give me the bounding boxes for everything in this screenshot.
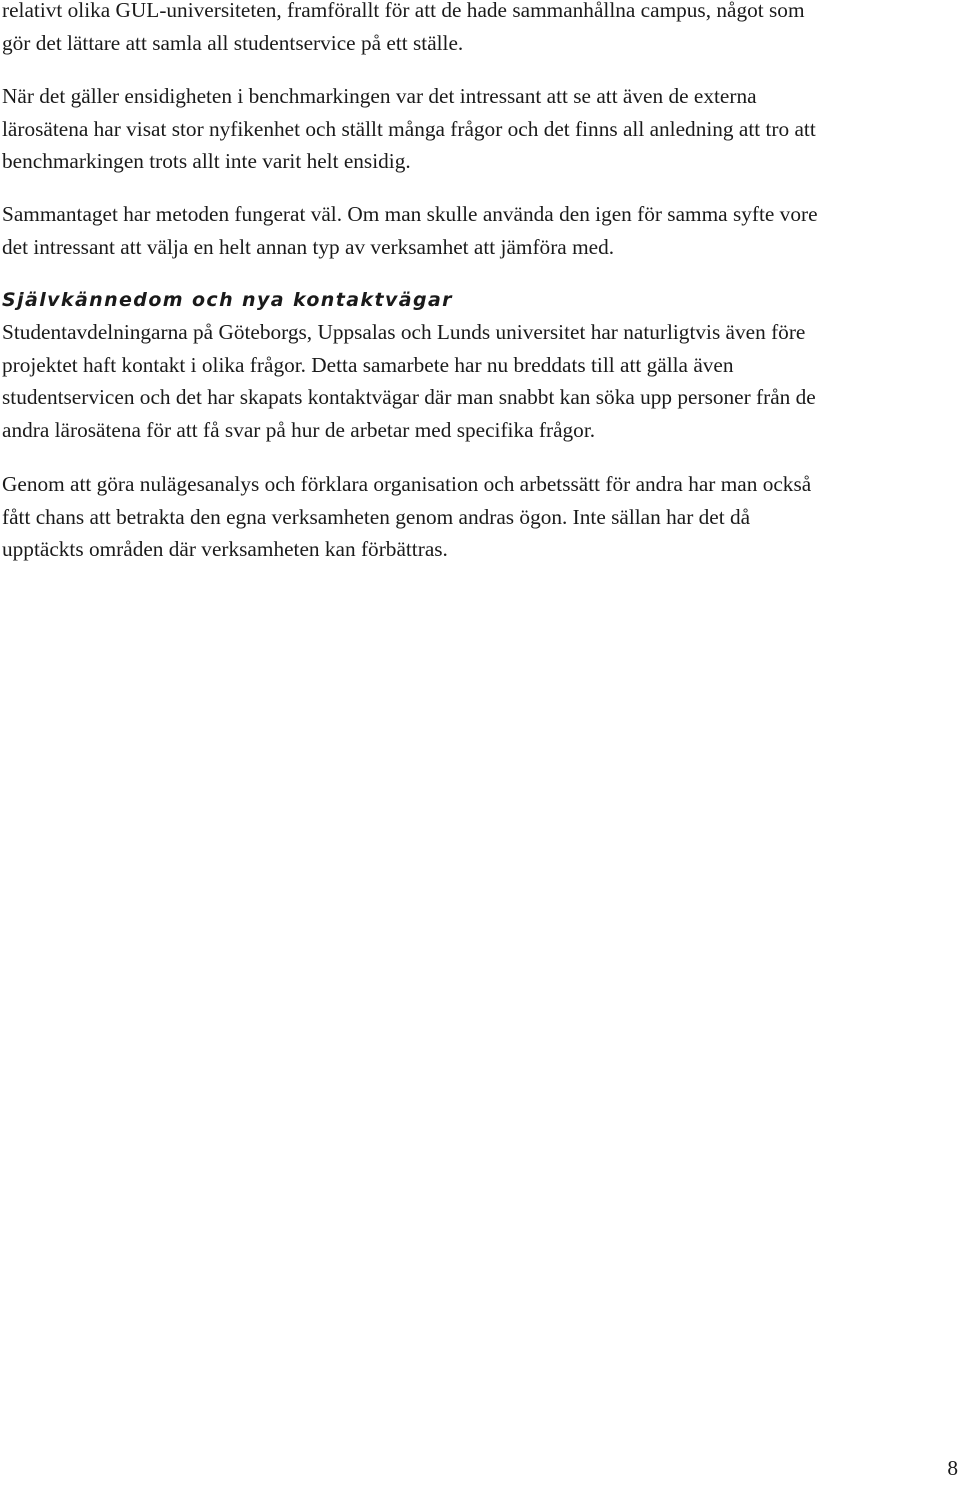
text-line: Studentavdelningarna på Göteborgs, Uppsalas och Lunds universitet har naturligtvis även före xyxy=(2,320,806,344)
text-line: lärosätena har visat stor nyfikenhet och ställt många frågor och det finns all anledning att tro att xyxy=(2,116,816,141)
paragraph-benchmarking xyxy=(2,80,816,178)
intro-paragraph xyxy=(2,0,805,59)
paragraph-student-departments xyxy=(2,316,816,446)
text-line: andra lärosätena för att få svar på hur de arbetar med specifika frågor. xyxy=(2,417,596,442)
paragraph-summary xyxy=(2,198,818,263)
text-line: fått chans att betrakta den egna verksamheten genom andras ögon. Inte sällan har det då xyxy=(2,504,751,529)
text-line: benchmarkingen trots allt inte varit helt ensidig. xyxy=(2,149,411,173)
text-line: projektet haft kontakt i olika frågor. Detta samarbete har nu breddats till att gälla även xyxy=(2,352,734,377)
text-line: gör det lättare att samla all studentservice på ett ställe. xyxy=(2,30,464,55)
text-line: Sammantaget har metoden fungerat väl. Om man skulle använda den igen för samma syfte vore xyxy=(2,202,818,226)
text-line: När det gäller ensidigheten i benchmarkingen var det intressant att se att även de externa xyxy=(2,84,757,108)
text-line: upptäckts områden där verksamheten kan förbättras. xyxy=(2,537,448,561)
text-line: studentservicen och det har skapats kontaktvägar där man snabbt kan söka upp personer från de xyxy=(2,385,816,409)
text-line: det intressant att välja en helt annan typ av verksamhet att jämföra med. xyxy=(2,234,615,259)
paragraph-self-knowledge xyxy=(2,468,811,566)
page-number: 8 xyxy=(947,1456,958,1480)
section-heading-block xyxy=(2,284,453,316)
section-heading: Självkännedom och nya kontaktvägar xyxy=(2,289,453,311)
text-line: relativt olika GUL-universiteten, framförallt för att de hade sammanhållna campus, något som xyxy=(2,0,805,22)
text-line: Genom att göra nulägesanalys och förklara organisation och arbetssätt för andra har man också xyxy=(2,472,812,496)
